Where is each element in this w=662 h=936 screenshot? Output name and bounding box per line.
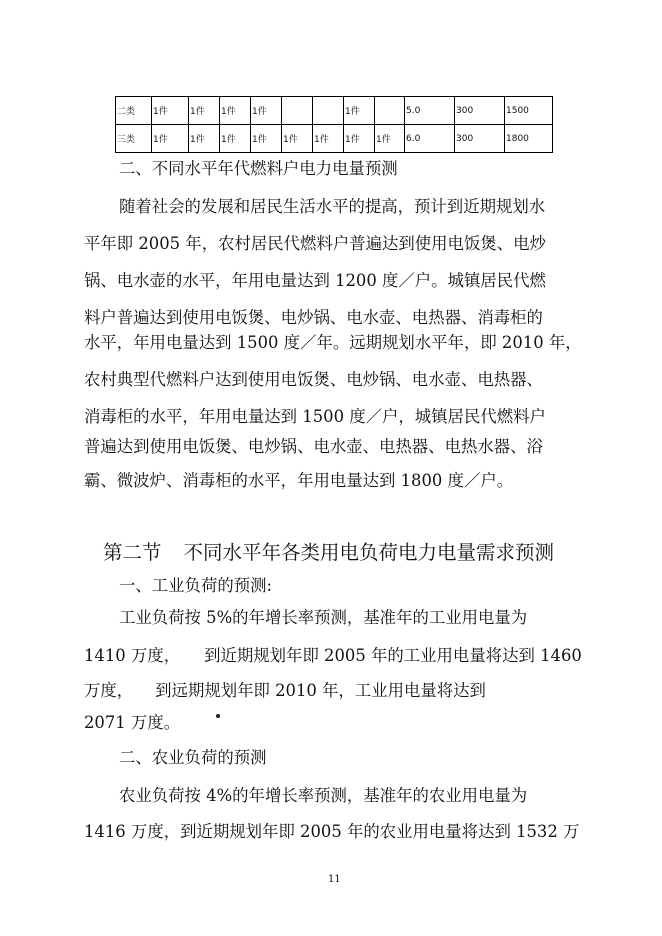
- industrial-heading: 一、工业负荷的预测:: [119, 576, 273, 595]
- table-cell: 1件: [220, 97, 251, 125]
- table-cell: 1件: [220, 125, 251, 153]
- table-cell: 1件: [152, 125, 189, 153]
- paragraph-line: 工业负荷按 5%的年增长率预测，基准年的工业用电量为: [119, 608, 528, 627]
- paragraph-line: 平年即 2005 年，农村居民代燃料户普遍达到使用电饭煲、电炒: [84, 234, 546, 253]
- table-cell: 1件: [189, 97, 220, 125]
- section-heading-fuel-households: 二、不同水平年代燃料户电力电量预测: [119, 159, 398, 178]
- agriculture-heading: 二、农业负荷的预测: [119, 748, 267, 767]
- paragraph-line: [84, 646, 582, 666]
- table-row: [116, 97, 553, 125]
- text-span: 1410 万度，: [84, 646, 181, 665]
- table-cell: 5.0: [405, 97, 455, 125]
- table-cell: 1件: [152, 97, 189, 125]
- table-cell: 三类: [116, 125, 152, 153]
- table-cell: 6.0: [405, 125, 455, 153]
- table-cell: 1件: [251, 97, 282, 125]
- table-cell: 1件: [375, 125, 405, 153]
- table-cell: 1件: [344, 97, 375, 125]
- paragraph-line: 消毒柜的水平，年用电量达到 1500 度／户，城镇居民代燃料户: [84, 407, 546, 426]
- paragraph-line: 水平，年用电量达到 1500 度／年。远期规划水平年，即 2010 年，: [84, 333, 582, 352]
- table-cell: [375, 97, 405, 125]
- text-span: 到远期规划年即 2010 年，工业用电量将达到: [155, 681, 486, 700]
- table-row: [116, 125, 553, 153]
- table-cell: [282, 97, 313, 125]
- appliance-electricity-table: [115, 96, 553, 153]
- table-cell: 1件: [189, 125, 220, 153]
- table-cell: [313, 97, 344, 125]
- table-cell: 二类: [116, 97, 152, 125]
- paragraph-line: 随着社会的发展和居民生活水平的提高，预计到近期规划水: [119, 197, 546, 216]
- table-cell: 1件: [344, 125, 375, 153]
- paragraph-line: 2071 万度。: [84, 713, 181, 732]
- paragraph-line: 普遍达到使用电饭煲、电炒锅、电水壶、电热器、电热水器、浴: [84, 437, 543, 456]
- paragraph-line: 锅、电水壶的水平，年用电量达到 1200 度／户。城镇居民代燃: [84, 271, 546, 290]
- table-cell: 1件: [313, 125, 344, 153]
- paragraph-line: 料户普遍达到使用电饭煲、电炒锅、电水壶、电热器、消毒柜的: [84, 308, 543, 327]
- paragraph-line: [84, 681, 486, 701]
- table-cell: 1500: [505, 97, 553, 125]
- text-span: 到近期规划年即 2005 年的工业用电量将达到 1460: [204, 646, 582, 665]
- page-number: 11: [328, 874, 341, 885]
- paragraph-line: 农业负荷按 4%的年增长率预测，基准年的农业用电量为: [119, 786, 528, 805]
- text-span: 万度，: [84, 681, 134, 700]
- section-title-text: 不同水平年各类用电负荷电力电量需求预测: [183, 541, 555, 564]
- paragraph-line: 霸、微波炉、消毒柜的水平，年用电量达到 1800 度／户。: [84, 471, 514, 490]
- paragraph-line: 农村典型代燃料户达到使用电饭煲、电炒锅、电水壶、电热器、: [84, 370, 543, 389]
- stray-bullet-mark: [216, 714, 220, 718]
- section-number: 第二节: [103, 541, 162, 564]
- table-cell: 1件: [251, 125, 282, 153]
- section-title: [103, 541, 554, 565]
- table-cell: 1800: [505, 125, 553, 153]
- table-cell: 1件: [282, 125, 313, 153]
- table-cell: 300: [455, 125, 505, 153]
- table-cell: 300: [455, 97, 505, 125]
- paragraph-line: 1416 万度，到近期规划年即 2005 年的农业用电量将达到 1532 万: [84, 822, 580, 841]
